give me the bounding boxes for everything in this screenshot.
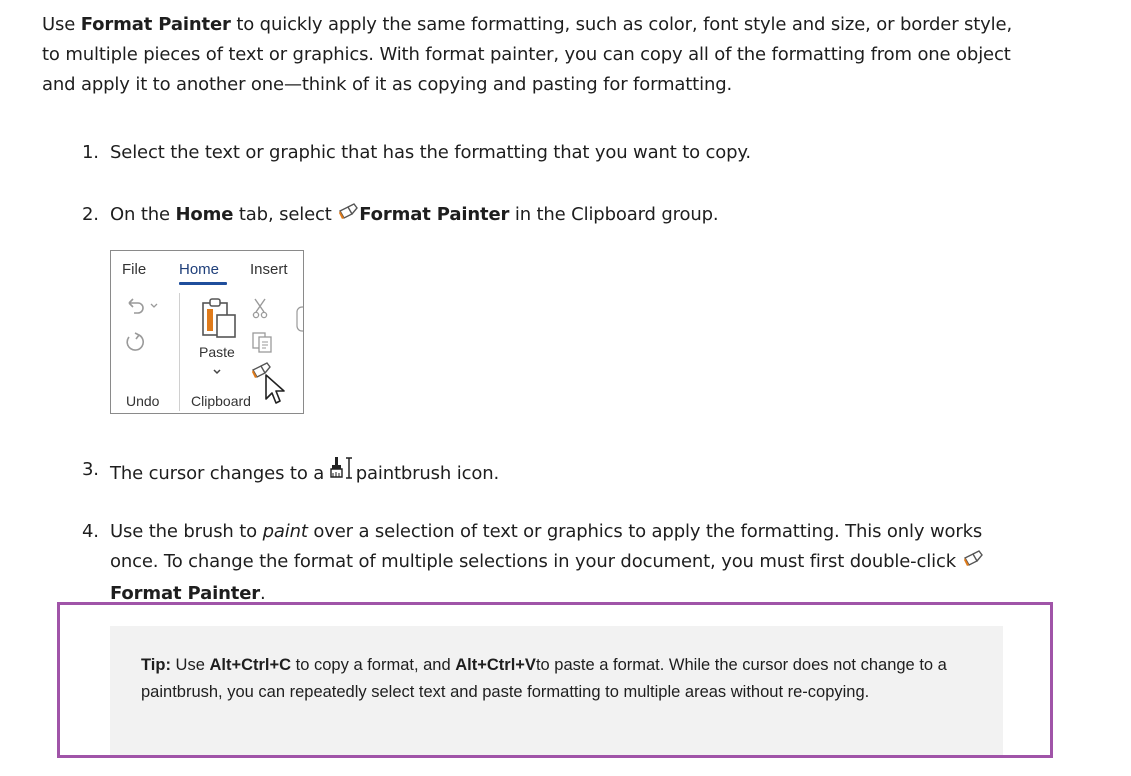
group-divider: [179, 293, 180, 411]
paste-icon[interactable]: [199, 297, 239, 344]
tab-home[interactable]: Home: [179, 261, 220, 278]
copy-shortcut: Alt+Ctrl+C: [209, 656, 292, 674]
format-painter-term: Format Painter: [80, 14, 231, 35]
ribbon-overflow-edge: [295, 305, 304, 338]
tip-text: Tip: Use Alt+Ctrl+C to copy a format, and Alt+Ctrl+Vto paste a format. While the cursor does not change to a paintbrush, you can repeatedly select text and paste formatting to multiple areas without re-copying.: [141, 656, 947, 701]
tip-label: Tip:: [141, 656, 171, 674]
step-number: 1.: [82, 142, 99, 163]
paintbrush-cursor-icon: [330, 455, 356, 491]
highlight-frame: [57, 602, 1053, 758]
undo-icon[interactable]: [123, 295, 163, 322]
tab-file[interactable]: File: [122, 261, 147, 278]
copy-icon[interactable]: [251, 331, 275, 358]
step-text: On the Home tab, select Format Painter in the Clipboard group.: [110, 200, 718, 232]
cut-icon[interactable]: [251, 297, 269, 324]
active-tab-indicator: [179, 282, 227, 285]
tab-insert[interactable]: Insert: [250, 261, 288, 278]
step-text: Use the brush to paint over a selection of text or graphics to apply the formatting. This only works once. To change the format of multiple selections in your document, you must first double-click Format Painter.: [110, 521, 983, 604]
step-number: 2.: [82, 204, 99, 225]
step-number: 4.: [82, 521, 99, 542]
chevron-down-icon[interactable]: [211, 364, 223, 382]
clipboard-group-label: Clipboard: [191, 393, 251, 409]
format-painter-icon: [962, 549, 984, 579]
undo-group-label: Undo: [126, 393, 160, 409]
step-number: 3.: [82, 459, 99, 480]
redo-icon[interactable]: [123, 329, 147, 358]
step-text: Select the text or graphic that has the formatting that you want to copy.: [110, 142, 751, 163]
ribbon-screenshot: [110, 250, 304, 414]
paste-shortcut: Alt+Ctrl+V: [455, 656, 536, 674]
step-text: The cursor changes to a paintbrush icon.: [110, 455, 499, 491]
intro-paragraph: Use Format Painter to quickly apply the same formatting, such as color, font style and size, or border style, to multiple pieces of text or graphics. With format painter, you can copy all of the formatting from one object and apply it to another one—think of it as copying and pasting for formatting.: [42, 14, 1013, 95]
mouse-cursor-icon: [264, 373, 288, 412]
format-painter-icon: [337, 202, 359, 232]
paste-button-label[interactable]: Paste: [199, 344, 235, 360]
